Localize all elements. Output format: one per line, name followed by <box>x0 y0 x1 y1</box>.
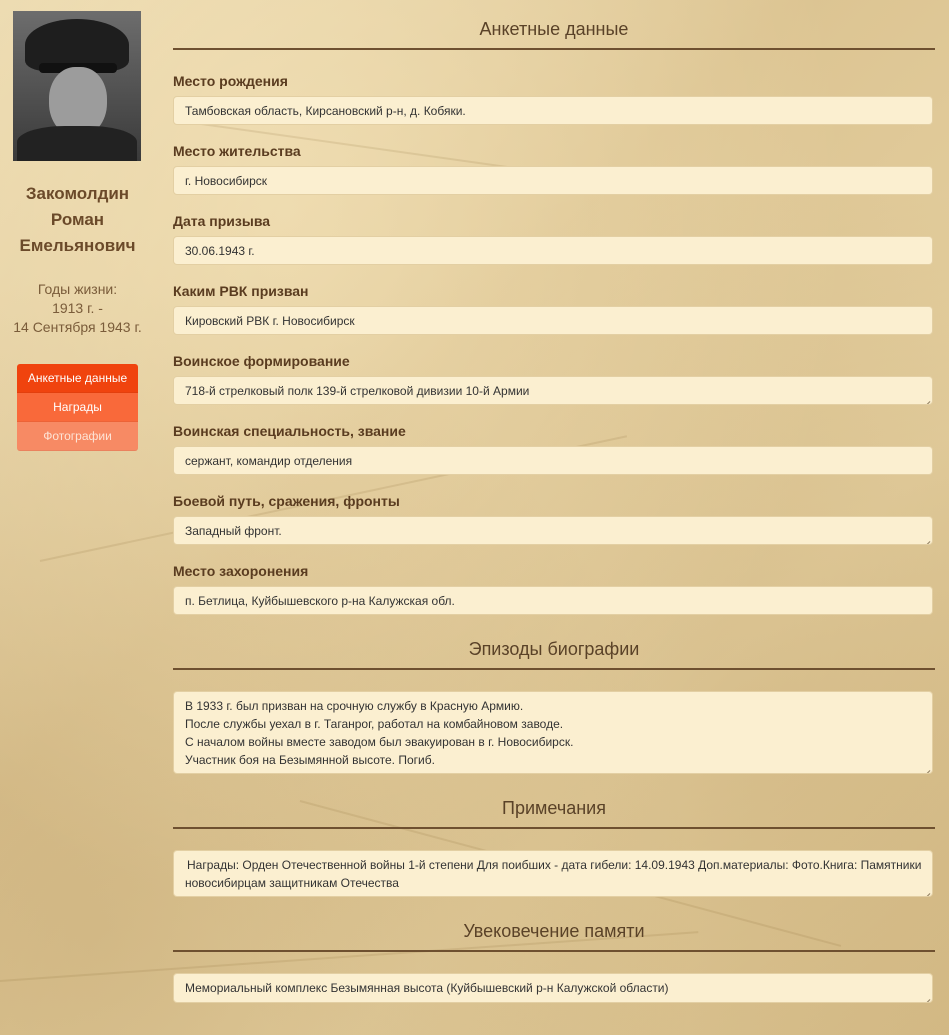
biography-line: В 1933 г. был призван на срочную службу в Красную Армию. <box>185 699 524 713</box>
notes-line: новосибирцам защитникам Отечества <box>185 876 399 890</box>
label-rank: Воинская специальность, звание <box>173 423 406 439</box>
label-draft-office: Каким РВК призван <box>173 283 309 299</box>
section-menu <box>17 364 138 451</box>
field-draft-office[interactable]: Кировский РВК г. Новосибирск <box>173 306 933 335</box>
biography-line: Участник боя на Безымянной высоте. Погиб. <box>185 753 435 767</box>
life-years-label: Годы жизни: <box>37 281 118 297</box>
label-draft-date: Дата призыва <box>173 213 271 229</box>
resize-handle-icon[interactable] <box>923 395 930 402</box>
menu-item-profile[interactable]: Анкетные данные <box>17 364 138 393</box>
section-title-profile: Анкетные данные <box>479 19 629 39</box>
name-line-first: Роман <box>50 210 105 229</box>
field-birthplace[interactable]: Тамбовская область, Кирсановский р-н, д. Кобяки. <box>173 96 933 125</box>
name-line-patronymic: Емельянович <box>19 236 136 255</box>
label-residence: Место жительства <box>173 143 301 159</box>
section-divider <box>173 48 935 50</box>
section-title-notes: Примечания <box>502 798 606 818</box>
resize-handle-icon[interactable] <box>923 887 930 894</box>
field-burial-place[interactable]: п. Бетлица, Куйбышевского р-на Калужская обл. <box>173 586 933 615</box>
person-name <box>0 181 155 259</box>
label-burial-place: Место захоронения <box>173 563 309 579</box>
memory-field-text: Мемориальный комплекс Безымянная высота (Куйбышевский р-н Калужской области) <box>185 981 669 995</box>
section-profile-header <box>173 19 935 40</box>
label-birthplace: Место рождения <box>173 73 288 89</box>
field-residence[interactable]: г. Новосибирск <box>173 166 933 195</box>
section-notes-header <box>173 798 935 819</box>
life-years <box>0 280 155 337</box>
death-date: 14 Сентября 1943 г. <box>13 319 142 335</box>
field-combat-path-text: Западный фронт. <box>185 524 282 538</box>
menu-item-awards[interactable]: Награды <box>17 393 138 422</box>
biography-line: С началом войны вместе заводом был эвакуирован в г. Новосибирск. <box>185 735 574 749</box>
resize-handle-icon[interactable] <box>923 764 930 771</box>
section-divider <box>173 950 935 952</box>
section-title-memory: Увековечение памяти <box>463 921 645 941</box>
notes-line: Награды: Орден Отечественной войны 1-й степени Для поибших - дата гибели: 14.09.1943 Доп.материалы: Фото.Книга: Памятники <box>187 858 922 872</box>
label-combat-path: Боевой путь, сражения, фронты <box>173 493 400 509</box>
menu-item-photos[interactable]: Фотографии <box>17 422 138 451</box>
birth-year: 1913 г. - <box>52 300 103 316</box>
field-combat-path[interactable] <box>173 516 933 545</box>
resize-handle-icon[interactable] <box>923 535 930 542</box>
section-divider <box>173 668 935 670</box>
name-line-surname: Закомолдин <box>25 184 130 203</box>
memory-field[interactable] <box>173 973 933 1003</box>
section-title-biography: Эпизоды биографии <box>468 639 640 659</box>
field-military-unit[interactable] <box>173 376 933 405</box>
portrait-photo <box>13 11 141 161</box>
section-memory-header <box>173 921 935 942</box>
field-draft-date[interactable]: 30.06.1943 г. <box>173 236 933 265</box>
field-military-unit-text: 718-й стрелковый полк 139-й стрелковой дивизии 10-й Армии <box>185 384 530 398</box>
biography-line: После службы уехал в г. Таганрог, работал на комбайновом заводе. <box>185 717 564 731</box>
biography-textarea[interactable] <box>173 691 933 774</box>
field-rank[interactable]: сержант, командир отделения <box>173 446 933 475</box>
resize-handle-icon[interactable] <box>923 993 930 1000</box>
section-biography-header <box>173 639 935 660</box>
sidebar <box>0 0 155 1035</box>
section-divider <box>173 827 935 829</box>
notes-textarea[interactable] <box>173 850 933 897</box>
label-military-unit: Воинское формирование <box>173 353 350 369</box>
